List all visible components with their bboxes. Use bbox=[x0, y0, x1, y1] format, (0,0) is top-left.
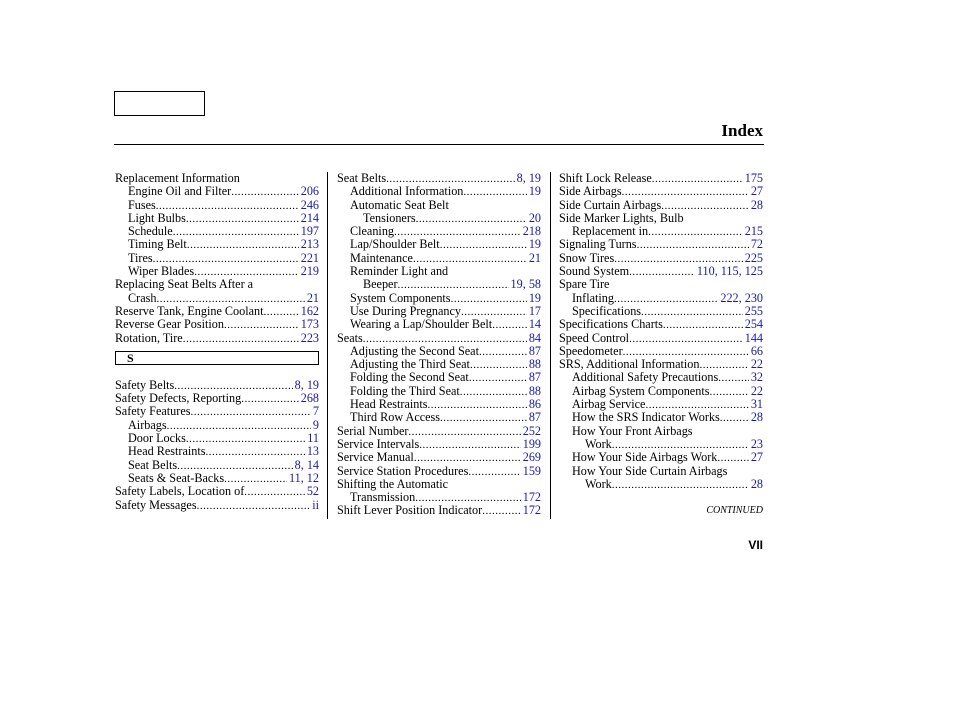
index-entry bbox=[559, 172, 763, 185]
index-entry bbox=[337, 465, 541, 478]
index-entry bbox=[115, 432, 319, 445]
page-reference-link[interactable]: 20 bbox=[528, 211, 541, 225]
page-reference-link[interactable]: 28 bbox=[750, 411, 763, 425]
index-entry-term: Work bbox=[585, 477, 612, 491]
index-entry-term: Head Restraints bbox=[350, 398, 428, 412]
index-entry bbox=[337, 411, 541, 424]
index-entry-term: Seat Belts bbox=[337, 172, 387, 185]
dot-leader bbox=[623, 346, 749, 358]
page-reference-link[interactable]: 21 bbox=[306, 291, 319, 305]
index-entry bbox=[115, 332, 319, 345]
index-entry-term: Work bbox=[585, 437, 612, 451]
index-entry bbox=[115, 265, 319, 278]
page-reference-link[interactable]: 13 bbox=[306, 445, 319, 459]
page-reference-link[interactable]: 19 bbox=[528, 185, 541, 199]
index-entry-term: Safety Messages bbox=[115, 498, 197, 512]
dot-leader bbox=[469, 372, 527, 384]
dot-leader bbox=[186, 213, 299, 225]
index-column-1 bbox=[115, 172, 319, 512]
dot-leader bbox=[463, 186, 526, 198]
index-entry-term: Crash bbox=[128, 291, 157, 305]
index-entry-term: Wearing a Lap/Shoulder Belt bbox=[350, 318, 493, 332]
dot-leader bbox=[648, 226, 743, 238]
dot-leader bbox=[231, 186, 298, 198]
dot-leader bbox=[652, 173, 743, 185]
index-entry-term: Beeper bbox=[363, 278, 398, 292]
index-entry bbox=[559, 278, 763, 291]
index-entry bbox=[115, 419, 319, 432]
index-entry-term: Use During Pregnancy bbox=[350, 304, 462, 318]
index-entry bbox=[115, 225, 319, 238]
index-entry bbox=[115, 212, 319, 225]
index-entry-term: Side Marker Lights, Bulb bbox=[559, 211, 684, 225]
index-entry bbox=[559, 371, 763, 384]
index-entry-term: Side Airbags bbox=[559, 185, 622, 199]
index-entry-term: Schedule bbox=[128, 225, 173, 239]
dot-leader bbox=[398, 279, 509, 291]
page-reference-link[interactable]: 87 bbox=[528, 411, 541, 425]
page-reference-link[interactable]: 144 bbox=[744, 331, 763, 345]
page-reference-link[interactable]: 28 bbox=[750, 198, 763, 212]
dot-leader bbox=[717, 452, 748, 464]
page-reference-link[interactable]: 268 bbox=[300, 392, 319, 406]
index-entry-term: Snow Tires bbox=[559, 251, 615, 265]
index-entry bbox=[337, 212, 541, 225]
dot-leader bbox=[264, 306, 299, 318]
index-entry-term: How Your Front Airbags bbox=[572, 424, 693, 438]
index-entry-term: How Your Side Curtain Airbags bbox=[572, 464, 728, 478]
index-entry bbox=[559, 252, 763, 265]
index-entry bbox=[337, 491, 541, 504]
index-entry-term: Safety Belts bbox=[115, 378, 175, 392]
dot-leader bbox=[629, 266, 695, 278]
index-entry bbox=[337, 371, 541, 384]
page-reference-link[interactable]: 172 bbox=[522, 491, 541, 505]
index-entry bbox=[559, 225, 763, 238]
index-entry-term: Folding the Second Seat bbox=[350, 371, 469, 385]
dot-leader bbox=[183, 333, 299, 345]
page-reference-link[interactable]: 223 bbox=[300, 331, 319, 345]
page-reference-link[interactable]: 21 bbox=[528, 251, 541, 265]
page-reference-link[interactable]: 162 bbox=[300, 304, 319, 318]
index-entry-term: Adjusting the Second Seat bbox=[350, 344, 479, 358]
dot-leader bbox=[156, 200, 299, 212]
dot-leader bbox=[645, 399, 748, 411]
dot-leader bbox=[709, 386, 748, 398]
index-entry-term: Reminder Light and bbox=[350, 265, 449, 279]
index-entry bbox=[559, 212, 763, 225]
index-entry bbox=[337, 238, 541, 251]
page-reference-link[interactable]: 7 bbox=[312, 405, 319, 419]
dot-leader bbox=[720, 412, 749, 424]
dot-leader bbox=[419, 439, 520, 451]
page-reference-link[interactable]: 173 bbox=[300, 318, 319, 332]
page-reference-link[interactable]: 17 bbox=[528, 304, 541, 318]
page-reference-link[interactable]: 19, 58 bbox=[510, 278, 541, 292]
page-reference-link[interactable]: 8, 19 bbox=[516, 172, 541, 185]
dot-leader bbox=[641, 306, 743, 318]
index-entry-term: Engine Oil and Filter bbox=[128, 185, 232, 199]
index-entry bbox=[337, 345, 541, 358]
index-entry-term: Additional Information bbox=[350, 185, 464, 199]
page-reference-link[interactable]: 22 bbox=[750, 384, 763, 398]
index-entry bbox=[115, 459, 319, 472]
dot-leader bbox=[614, 293, 718, 305]
index-entry bbox=[337, 305, 541, 318]
page-reference-link[interactable]: 19 bbox=[528, 238, 541, 252]
dot-leader bbox=[663, 319, 743, 331]
index-entry bbox=[559, 345, 763, 358]
index-entry bbox=[559, 398, 763, 411]
dot-leader bbox=[224, 319, 299, 331]
page-reference-link[interactable]: 225 bbox=[744, 251, 763, 265]
index-entry-term: Safety Features bbox=[115, 405, 191, 419]
index-entry bbox=[115, 392, 319, 405]
index-entry-term: Reserve Tank, Engine Coolant bbox=[115, 304, 264, 318]
index-entry bbox=[559, 385, 763, 398]
index-entry bbox=[559, 318, 763, 331]
dot-leader bbox=[451, 293, 527, 305]
index-entry bbox=[115, 318, 319, 331]
page-reference-link[interactable]: 72 bbox=[750, 238, 763, 252]
dot-leader bbox=[428, 399, 527, 411]
index-entry-term: Signaling Turns bbox=[559, 238, 637, 252]
index-entry bbox=[115, 445, 319, 458]
page-reference-link[interactable]: ii bbox=[312, 498, 319, 512]
dot-leader bbox=[612, 479, 749, 491]
page-reference-link[interactable]: 222, 230 bbox=[720, 291, 763, 305]
dot-leader bbox=[622, 186, 749, 198]
index-entry-term: Safety Labels, Location of bbox=[115, 485, 245, 499]
page-reference-link[interactable]: 8, 19 bbox=[294, 378, 319, 392]
index-entry-term: Rotation, Tire bbox=[115, 331, 183, 345]
index-entry-term: System Components bbox=[350, 291, 451, 305]
index-entry-term: Light Bulbs bbox=[128, 211, 186, 225]
index-entry bbox=[337, 185, 541, 198]
index-entry bbox=[559, 438, 763, 451]
index-entry-term: Reverse Gear Position bbox=[115, 318, 224, 332]
index-entry bbox=[337, 358, 541, 371]
index-entry-term: Inflating bbox=[572, 291, 614, 305]
index-entry-term: Third Row Access bbox=[350, 411, 441, 425]
index-entry bbox=[337, 438, 541, 451]
index-entry-term: Fuses bbox=[128, 198, 156, 212]
page-reference-link[interactable]: 19 bbox=[528, 291, 541, 305]
index-entry bbox=[559, 305, 763, 318]
index-entry bbox=[337, 292, 541, 305]
page-reference-link[interactable]: 110, 115, 125 bbox=[696, 265, 763, 279]
index-entry bbox=[115, 199, 319, 212]
index-entry-term: Shift Lock Release bbox=[559, 172, 652, 185]
index-entry-term: Cleaning bbox=[350, 225, 395, 239]
dot-leader bbox=[629, 333, 743, 345]
section-letter-header: S bbox=[115, 351, 319, 365]
page-reference-link[interactable]: 86 bbox=[528, 398, 541, 412]
index-entry bbox=[115, 238, 319, 251]
page-reference-link[interactable]: 199 bbox=[522, 437, 541, 451]
page-reference-link[interactable]: 87 bbox=[528, 371, 541, 385]
index-entry bbox=[559, 478, 763, 491]
index-entry bbox=[559, 199, 763, 212]
page-reference-link[interactable]: 84 bbox=[528, 331, 541, 345]
index-entry bbox=[337, 451, 541, 464]
dot-leader bbox=[413, 253, 527, 265]
dot-leader bbox=[173, 226, 299, 238]
page-reference-link[interactable]: 22 bbox=[750, 358, 763, 372]
index-entry-term: Service Manual bbox=[337, 451, 414, 465]
header-rule bbox=[114, 144, 764, 145]
index-entry-term: Folding the Third Seat bbox=[350, 384, 460, 398]
dot-leader bbox=[177, 460, 293, 472]
index-entry bbox=[115, 379, 319, 392]
page-reference-link[interactable]: 221 bbox=[300, 251, 319, 265]
index-entry-term: Specifications Charts bbox=[559, 318, 663, 332]
index-entry bbox=[115, 499, 319, 512]
dot-leader bbox=[461, 306, 527, 318]
page-reference-link[interactable]: 52 bbox=[306, 485, 319, 499]
page-reference-link[interactable]: 28 bbox=[750, 477, 763, 491]
index-entry-term: How Your Side Airbags Work bbox=[572, 451, 718, 465]
index-entry-term: Sound System bbox=[559, 265, 630, 279]
page-reference-link[interactable]: 31 bbox=[750, 398, 763, 412]
index-entry-term: Seats bbox=[337, 331, 363, 345]
dot-leader bbox=[460, 386, 527, 398]
page-reference-link[interactable]: 219 bbox=[300, 265, 319, 279]
dot-leader bbox=[470, 359, 527, 371]
index-entry-term: Timing Belt bbox=[128, 238, 187, 252]
dot-leader bbox=[700, 359, 749, 371]
index-entry bbox=[559, 411, 763, 424]
dot-leader bbox=[241, 393, 298, 405]
index-entry-term: Speed Control bbox=[559, 331, 630, 345]
index-entry-term: Speedometer bbox=[559, 344, 623, 358]
dot-leader bbox=[186, 433, 305, 445]
dot-leader bbox=[612, 439, 749, 451]
page-reference-link[interactable]: 175 bbox=[744, 172, 763, 185]
dot-leader bbox=[197, 500, 311, 512]
page-reference-link[interactable]: 27 bbox=[750, 451, 763, 465]
page-reference-link[interactable]: 88 bbox=[528, 384, 541, 398]
index-entry-term: Specifications bbox=[572, 304, 642, 318]
index-entry bbox=[115, 185, 319, 198]
index-entry bbox=[115, 405, 319, 418]
dot-leader bbox=[187, 239, 299, 251]
page-reference-link[interactable]: 27 bbox=[750, 185, 763, 199]
page-reference-link[interactable]: 213 bbox=[300, 238, 319, 252]
index-entry-term: Safety Defects, Reporting bbox=[115, 392, 242, 406]
index-entry-term: Transmission bbox=[350, 491, 416, 505]
dot-leader bbox=[661, 200, 749, 212]
column-divider bbox=[550, 172, 551, 519]
index-entry bbox=[337, 318, 541, 331]
index-entry-term: Airbag System Components bbox=[572, 384, 710, 398]
index-entry bbox=[115, 278, 319, 291]
index-entry bbox=[559, 358, 763, 371]
index-entry-term: Replacement in bbox=[572, 225, 649, 239]
page-reference-link[interactable]: 214 bbox=[300, 211, 319, 225]
index-entry bbox=[559, 238, 763, 251]
page-reference-link[interactable]: 11 bbox=[307, 432, 319, 446]
page-reference-link[interactable]: 159 bbox=[522, 464, 541, 478]
index-entry bbox=[559, 185, 763, 198]
page-reference-link[interactable]: 23 bbox=[750, 437, 763, 451]
dot-leader bbox=[718, 372, 749, 384]
page-reference-link[interactable]: 87 bbox=[528, 344, 541, 358]
page-reference-link[interactable]: 269 bbox=[522, 451, 541, 465]
dot-leader bbox=[244, 486, 305, 498]
index-entry bbox=[115, 485, 319, 498]
index-entry bbox=[115, 172, 319, 185]
index-entry bbox=[559, 292, 763, 305]
dot-leader bbox=[614, 253, 743, 265]
dot-leader bbox=[206, 446, 305, 458]
index-entry bbox=[559, 425, 763, 438]
index-entry bbox=[559, 265, 763, 278]
index-entry-term: Tensioners bbox=[363, 211, 416, 225]
page-reference-link[interactable]: 88 bbox=[528, 358, 541, 372]
page-reference-link[interactable]: 172 bbox=[522, 504, 541, 518]
index-entry-term: Replacement Information bbox=[115, 172, 240, 185]
dot-leader bbox=[415, 492, 520, 504]
index-entry-term: Additional Safety Precautions bbox=[572, 371, 719, 385]
index-entry bbox=[337, 199, 541, 212]
page-reference-link[interactable]: 9 bbox=[312, 418, 319, 432]
index-entry bbox=[115, 292, 319, 305]
index-entry-term: Adjusting the Third Seat bbox=[350, 358, 470, 372]
index-column-2 bbox=[337, 172, 541, 518]
index-entry-term: Shifting the Automatic bbox=[337, 477, 449, 491]
index-entry-term: Head Restraints bbox=[128, 445, 206, 459]
index-entry-term: SRS, Additional Information bbox=[559, 358, 700, 372]
dot-leader bbox=[194, 266, 299, 278]
dot-leader bbox=[414, 452, 521, 464]
index-entry bbox=[115, 472, 319, 485]
page-reference-link[interactable]: 252 bbox=[522, 424, 541, 438]
continued-note: CONTINUED bbox=[706, 505, 763, 516]
dot-leader bbox=[156, 293, 304, 305]
page-reference-link[interactable]: 32 bbox=[750, 371, 763, 385]
page-reference-link[interactable]: 14 bbox=[528, 318, 541, 332]
dot-leader bbox=[468, 466, 520, 478]
index-entry-term: Lap/Shoulder Belt bbox=[350, 238, 440, 252]
index-entry-term: Maintenance bbox=[350, 251, 413, 265]
dot-leader bbox=[440, 239, 527, 251]
index-entry-term: Airbags bbox=[128, 418, 167, 432]
dot-leader bbox=[440, 412, 527, 424]
index-entry-term: Tires bbox=[128, 251, 153, 265]
dot-leader bbox=[363, 333, 527, 345]
index-entry-term: Replacing Seat Belts After a bbox=[115, 278, 254, 292]
index-entry bbox=[337, 225, 541, 238]
index-entry-term: Service Intervals bbox=[337, 437, 420, 451]
page-reference-link[interactable]: 66 bbox=[750, 344, 763, 358]
page-title: Index bbox=[721, 121, 763, 140]
index-entry-term: Serial Number bbox=[337, 424, 409, 438]
page-reference-link[interactable]: 8, 14 bbox=[294, 458, 319, 472]
index-entry bbox=[337, 504, 541, 517]
dot-leader bbox=[394, 226, 521, 238]
index-entry bbox=[337, 398, 541, 411]
index-entry-term: Door Locks bbox=[128, 432, 186, 446]
index-entry bbox=[337, 385, 541, 398]
dot-leader bbox=[153, 253, 299, 265]
index-entry-term: How the SRS Indicator Works bbox=[572, 411, 720, 425]
dot-leader bbox=[479, 346, 527, 358]
index-entry bbox=[115, 305, 319, 318]
index-entry bbox=[337, 252, 541, 265]
index-entry-term: Spare Tire bbox=[559, 278, 610, 292]
dot-leader bbox=[482, 505, 521, 517]
page-reference-link[interactable]: 215 bbox=[744, 225, 763, 239]
dot-leader bbox=[386, 173, 515, 185]
page-reference-link[interactable]: 255 bbox=[744, 304, 763, 318]
header-tab-box bbox=[114, 91, 205, 116]
dot-leader bbox=[174, 380, 292, 392]
index-entry-term: Shift Lever Position Indicator bbox=[337, 504, 483, 518]
index-entry bbox=[559, 451, 763, 464]
index-entry bbox=[337, 278, 541, 291]
index-entry-term: Service Station Procedures bbox=[337, 464, 469, 478]
page-number: VII bbox=[748, 538, 763, 552]
dot-leader bbox=[637, 239, 749, 251]
column-divider bbox=[327, 172, 328, 519]
index-entry bbox=[337, 172, 541, 185]
dot-leader bbox=[190, 406, 310, 418]
index-entry-term: Wiper Blades bbox=[128, 265, 195, 279]
index-entry bbox=[115, 252, 319, 265]
index-entry bbox=[337, 478, 541, 491]
dot-leader bbox=[416, 213, 527, 225]
page-reference-link[interactable]: 246 bbox=[300, 198, 319, 212]
index-entry bbox=[337, 265, 541, 278]
index-entry bbox=[337, 332, 541, 345]
page-reference-link[interactable]: 197 bbox=[300, 225, 319, 239]
index-column-3 bbox=[559, 172, 763, 491]
index-entry bbox=[337, 425, 541, 438]
index-entry-term: Airbag Service bbox=[572, 398, 646, 412]
page-reference-link[interactable]: 11, 12 bbox=[288, 471, 319, 485]
index-entry-term: Automatic Seat Belt bbox=[350, 198, 449, 212]
dot-leader bbox=[167, 420, 311, 432]
index-entry bbox=[559, 465, 763, 478]
page-reference-link[interactable]: 206 bbox=[300, 185, 319, 199]
page-reference-link[interactable]: 218 bbox=[522, 225, 541, 239]
index-entry-term: Seat Belts bbox=[128, 458, 178, 472]
index-entry bbox=[559, 332, 763, 345]
dot-leader bbox=[224, 473, 287, 485]
index-entry-term: Seats & Seat-Backs bbox=[128, 471, 225, 485]
dot-leader bbox=[492, 319, 527, 331]
dot-leader bbox=[408, 426, 520, 438]
page-reference-link[interactable]: 254 bbox=[744, 318, 763, 332]
index-entry-term: Side Curtain Airbags bbox=[559, 198, 662, 212]
